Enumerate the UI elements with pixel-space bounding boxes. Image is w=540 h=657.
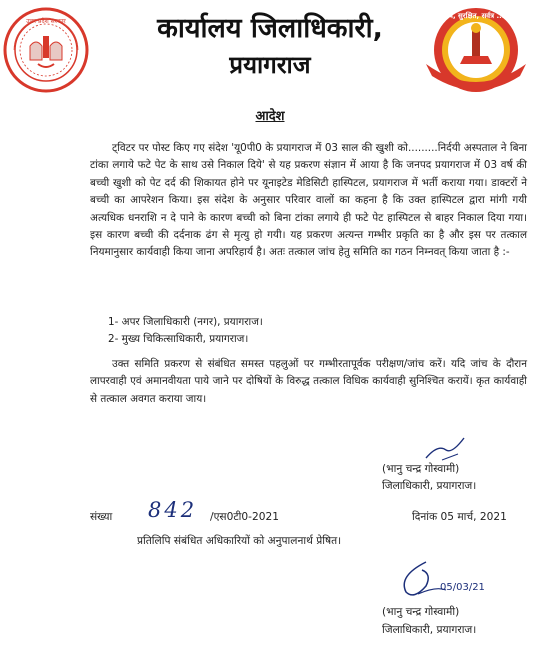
signatory-title-1: जिलाधिकारी, प्रयागराज।: [382, 480, 477, 492]
signatory-name-2: (भानु चन्द्र गोस्वामी): [382, 606, 460, 618]
city-title: प्रयागराज: [229, 51, 311, 79]
left-seal-text: उत्तर प्रदेश सरकार: [26, 18, 66, 25]
reference-code: /एस0टी0-2021: [210, 511, 279, 523]
reference-label: संख्या: [90, 511, 113, 523]
order-paragraph-2: उक्त समिति प्रकरण से संबंधित समस्त पहलुओं पर गम्भीरतापूर्वक परीक्षण/जांच करें। यदि जांच के दौरान लापरवाही एवं अमानवीयता पाये जाने पर दोषियों के विरुद्ध तत्काल विधिक कार्यवाही सुनिश्चित करायें। कृत कार्यवाही से तत्काल अवगत कराया जाय।: [90, 358, 527, 405]
signature-scribble-1: [418, 434, 478, 464]
office-title: कार्यालय जिलाधिकारी,: [157, 13, 383, 44]
signature-scribble-2: [392, 556, 502, 604]
reference-date: दिनांक 05 मार्च, 2021: [412, 511, 507, 523]
signature-date: 05/03/21: [440, 582, 485, 593]
committee-member-1: 1- अपर जिलाधिकारी (नगर), प्रयागराज।: [108, 316, 263, 328]
reference-number: 842: [148, 498, 198, 522]
right-seal-text: स्वच्छ, स्वस्थ, सुरक्षित, सर्वत्र ... 100 वर्ष: [422, 12, 530, 20]
signatory-title-2: जिलाधिकारी, प्रयागराज।: [382, 624, 477, 636]
signatory-name-1: (भानु चन्द्र गोस्वामी): [382, 463, 460, 475]
order-heading: आदेश: [255, 109, 285, 124]
copy-forward-note: प्रतिलिपि संबंधित अधिकारियों को अनुपालनार्थ प्रेषित।: [137, 535, 342, 547]
order-paragraph-1: ट्विटर पर पोस्ट किए गए संदेश 'यू0पी0 के प्रयागराज में 03 साल की खुशी को.........निर्दयी अस्पताल ने बिना टांका लगाये फटे पेट के साथ उसे निकाल दिये' से यह प्रकरण संज्ञान में आया है कि जनपद प्रयागराज में 03 वर्ष की बच्ची खुशी को पेट दर्द की शिकायत होने पर यूनाइटेड मेडिसिटी हास्पिटल, प्रयागराज में भर्ती कराया गया। डाक्टरों ने बच्ची का आपरेशन किया। इस संदेश के अनुसार परिवार वालों का कहना है कि उक्त हास्पिटल द्वारा मांगी गयी अत्यधिक धनराशि न दे पाने के कारण बच्ची को बिना टांका लगाये ही फटे पेट हास्पिटल से बाहर निकाल दिया गया। इस कारण बच्ची की दर्दनाक ढंग से मृत्यु हो गयी। यह प्रकरण अत्यन्त गम्भीर प्रकृति का है और इस पर तत्काल नियमानुसार कार्यवाही किया जाना अपरिहार्य है। अतः तत्काल जांच हेतु समिति का गठन निम्नवत् किया जाता है :-: [90, 142, 527, 259]
committee-member-2: 2- मुख्य चिकित्साधिकारी, प्रयागराज।: [108, 333, 249, 345]
